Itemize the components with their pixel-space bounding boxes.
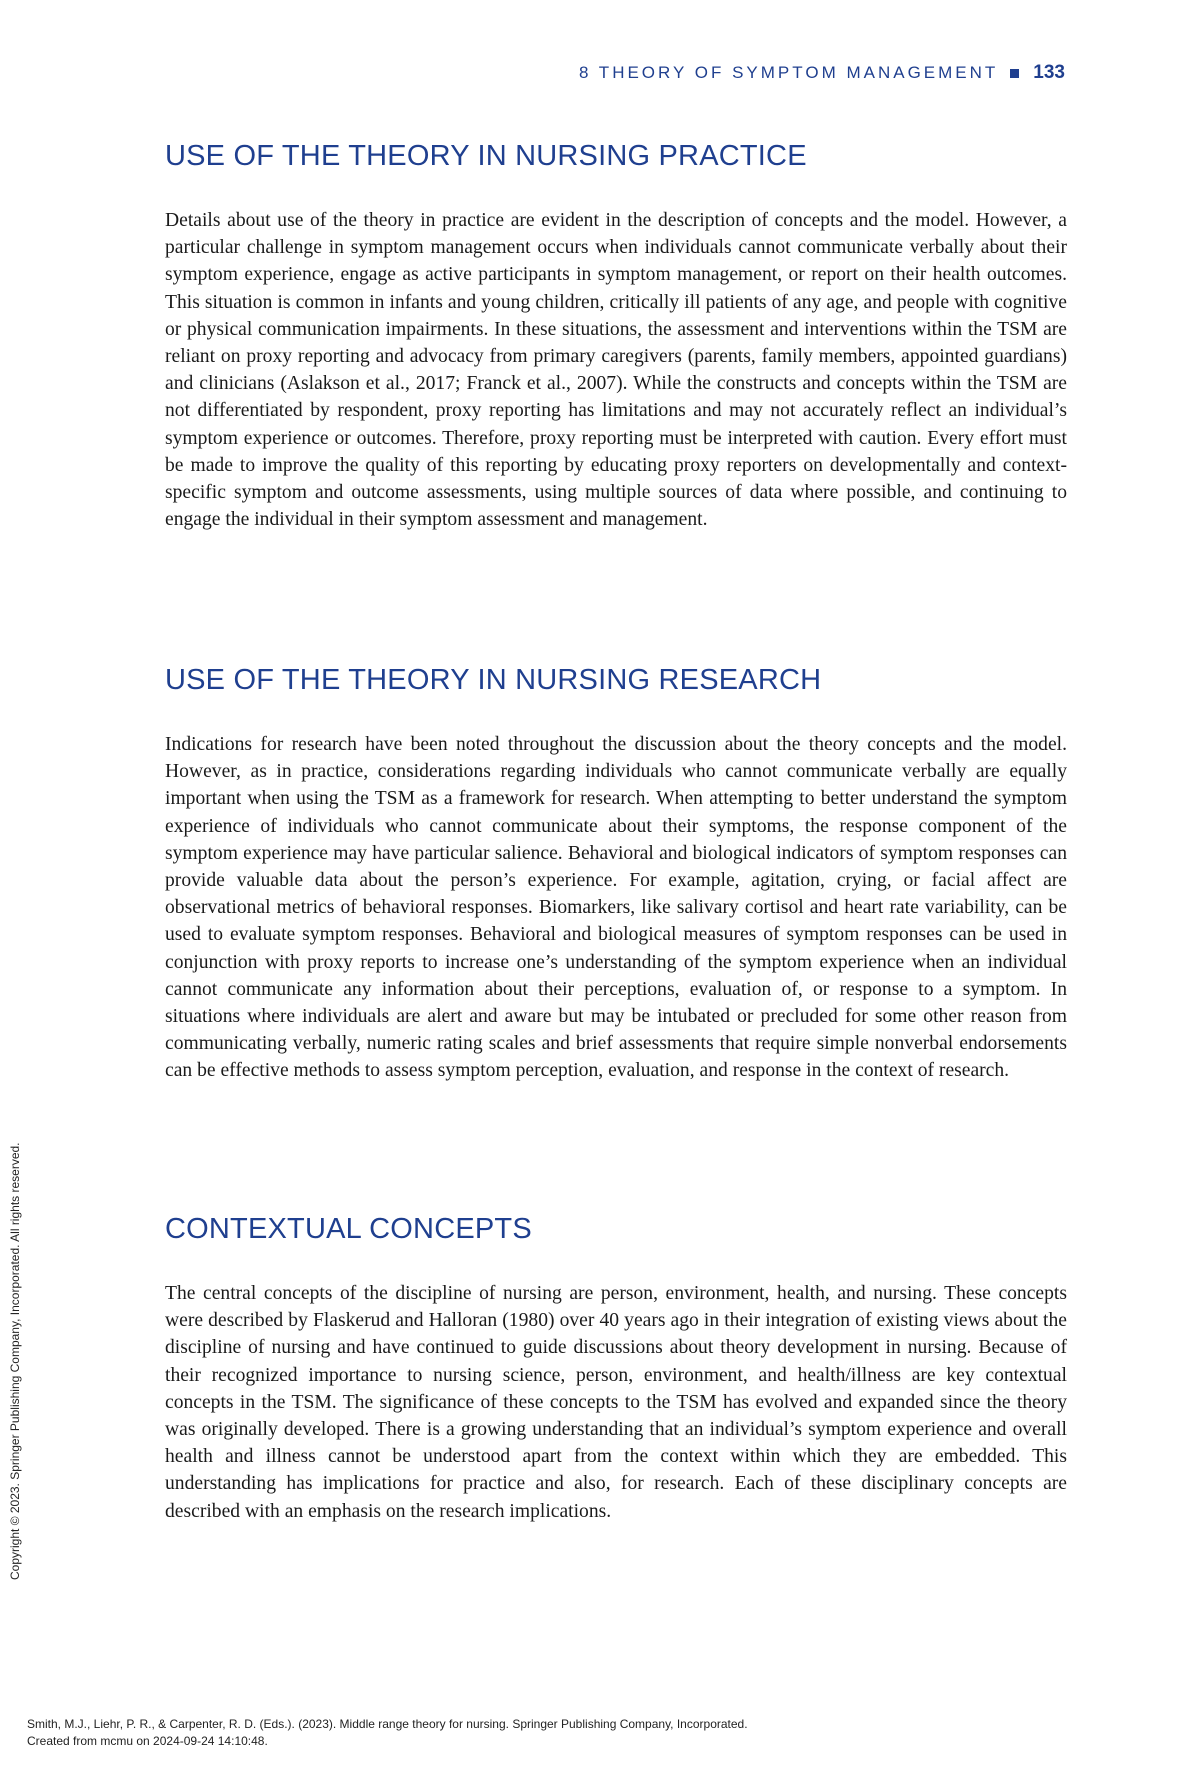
footer-citation: Smith, M.J., Liehr, P. R., & Carpenter, R. D. (Eds.). (2023). Middle range theory for nursing. Springer Publishing Company, Incorporated. bbox=[27, 1717, 748, 1731]
section-heading: USE OF THE THEORY IN NURSING RESEARCH bbox=[165, 664, 822, 696]
page-number: 133 bbox=[1033, 62, 1065, 83]
section-heading: USE OF THE THEORY IN NURSING PRACTICE bbox=[165, 140, 807, 172]
section-nursing-research bbox=[165, 664, 1067, 1085]
running-head-chapter: 8 THEORY OF SYMPTOM MANAGEMENT bbox=[578, 63, 999, 82]
section-nursing-practice bbox=[165, 140, 1067, 533]
footer-created: Created from mcmu on 2024-09-24 14:10:48. bbox=[27, 1734, 268, 1748]
footer bbox=[27, 1716, 748, 1750]
running-head bbox=[579, 62, 1065, 84]
section-body: Indications for research have been noted throughout the discussion about the theory concepts and the model. However, as in practice, considerations regarding individuals who cannot communicate verbally are equally important when using the TSM as a framework for research. When attempting to better understand the symptom experience of individuals who cannot communicate about their symptoms, the response component of the symptom experience may have particular salience. Behavioral and biological indicators of symptom responses can provide valuable data about the person’s experience. For example, agitation, crying, or facial affect are observational metrics of behavioral responses. Biomarkers, like salivary cortisol and heart rate variability, can be used to evaluate symptom responses. Behavioral and biological measures of symptom responses can be used in conjunction with proxy reports to increase one’s understanding of the symptom experience when an individual cannot communicate any information about their perceptions, evaluation of, or response to a symptom. In situations where individuals are alert and aware but may be intubated or precluded for some other reason from communicating verbally, numeric rating scales and brief assessments that require simple nonverbal endorsements can be effective methods to assess symptom perception, evaluation, and response in the context of research. bbox=[165, 734, 1067, 1082]
section-contextual-concepts bbox=[165, 1213, 1067, 1525]
square-bullet-icon bbox=[1010, 69, 1019, 78]
section-heading: CONTEXTUAL CONCEPTS bbox=[165, 1213, 532, 1245]
section-body: The central concepts of the discipline of nursing are person, environment, health, and nursing. These concepts were described by Flaskerud and Halloran (1980) over 40 years ago in their integration of existing views about the discipline of nursing and have continued to guide discussions about theory development in nursing. Because of their recognized importance to nursing science, person, environment, and health/illness are key contextual concepts in the TSM. The significance of these concepts to the TSM has evolved and expanded since the theory was originally developed. There is a growing understanding that an individual’s symptom experience and overall health and illness cannot be understood apart from the context within which they are embedded. This understanding has implications for practice and also, for research. Each of these disciplinary concepts are described with an emphasis on the research implications. bbox=[165, 1283, 1067, 1522]
section-body: Details about use of the theory in practice are evident in the description of concepts and the model. However, a particular challenge in symptom management occurs when individuals cannot communicate verbally about their symptom experience, engage as active participants in symptom management, or report on their health outcomes. This situation is common in infants and young children, critically ill patients of any age, and people with cognitive or physical communication impairments. In these situations, the assessment and interventions within the TSM are reliant on proxy reporting and advocacy from primary caregivers (parents, family members, appointed guardians) and clinicians (Aslakson et al., 2017; Franck et al., 2007). While the constructs and concepts within the TSM are not differentiated by respondent, proxy reporting has limitations and may not accurately reflect an individual’s symptom experience or outcomes. Therefore, proxy reporting must be interpreted with caution. Every effort must be made to improve the quality of this reporting by educating proxy reporters on developmentally and context-specific symptom and outcome assessments, using multiple sources of data where possible, and continuing to engage the individual in their symptom assessment and management. bbox=[165, 210, 1067, 531]
side-copyright-notice: Copyright © 2023. Springer Publishing Company, Incorporated. All rights reserved. bbox=[8, 1142, 22, 1580]
